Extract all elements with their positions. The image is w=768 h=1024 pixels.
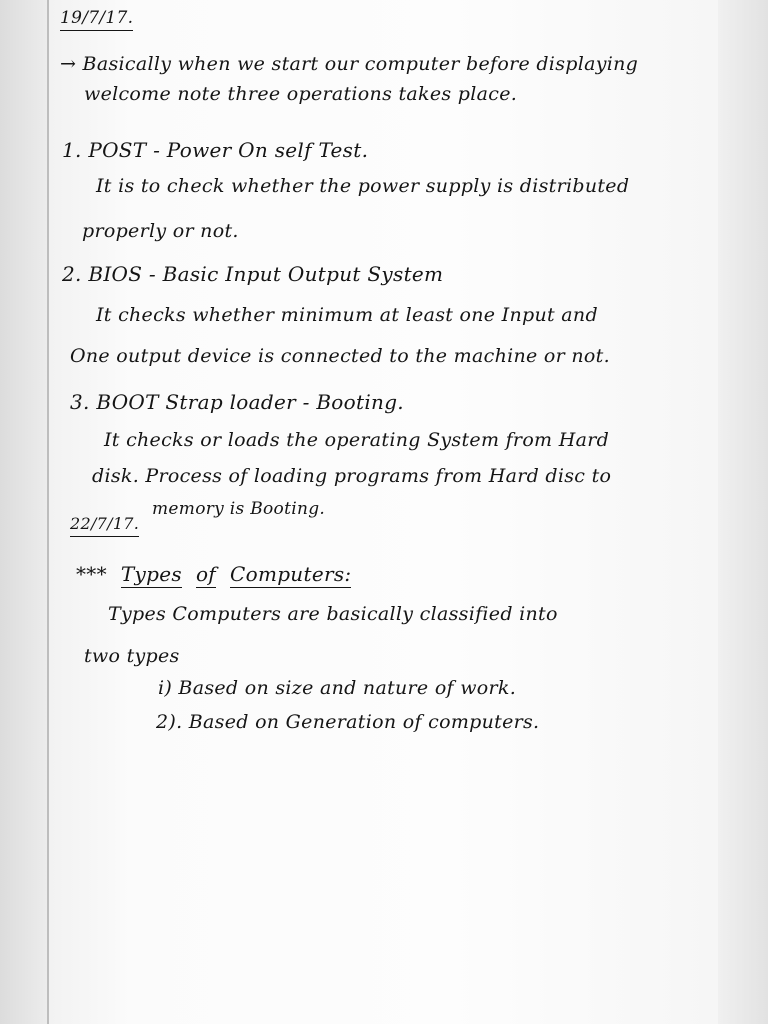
- types-item-2: 2). Based on Generation of computers.: [156, 711, 540, 733]
- date-second: 22/7/17.: [70, 512, 139, 537]
- types-heading-word-computers: Computers:: [230, 562, 352, 586]
- post-heading: 1. POST - Power On self Test.: [62, 138, 369, 162]
- post-desc-line-2: properly or not.: [82, 220, 239, 242]
- types-desc-line-1: Types Computers are basically classified into: [108, 603, 558, 625]
- types-heading-stars: ***: [76, 562, 107, 586]
- boot-desc-line-2: disk. Process of loading programs from Hard disc to: [92, 465, 612, 487]
- scan-right-margin: [718, 0, 768, 1024]
- post-desc-line-1: It is to check whether the power supply is distributed: [96, 175, 630, 197]
- types-heading-word-types: Types: [120, 562, 182, 586]
- bios-heading: 2. BIOS - Basic Input Output System: [62, 262, 444, 286]
- scan-left-margin: [0, 0, 47, 1024]
- boot-heading: 3. BOOT Strap loader - Booting.: [70, 390, 404, 414]
- types-heading: [76, 562, 351, 588]
- types-desc-line-2: two types: [84, 645, 180, 667]
- intro-line-1: → Basically when we start our computer before displaying: [60, 53, 639, 75]
- types-item-1: i) Based on size and nature of work.: [158, 677, 517, 699]
- bios-desc-line-1: It checks whether minimum at least one Input and: [96, 304, 598, 326]
- boot-desc-line-3: memory is Booting.: [152, 499, 326, 519]
- types-heading-word-of: of: [195, 562, 216, 586]
- boot-desc-line-1: It checks or loads the operating System from Hard: [104, 429, 610, 451]
- bios-desc-line-2: One output device is connected to the machine or not.: [70, 345, 610, 367]
- date-first: 19/7/17.: [60, 6, 133, 31]
- intro-line-2: welcome note three operations takes place.: [84, 83, 518, 105]
